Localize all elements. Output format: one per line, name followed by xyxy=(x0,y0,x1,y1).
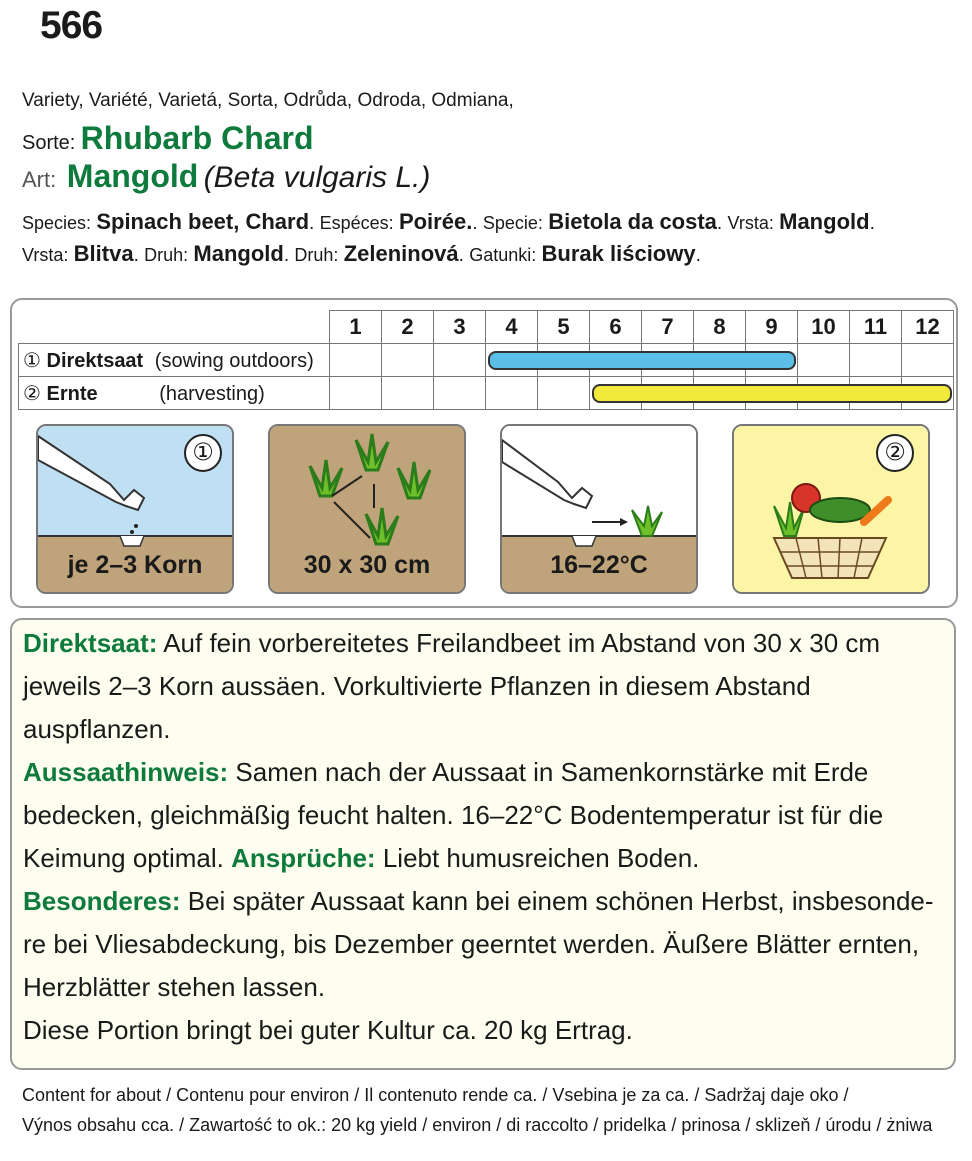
step-marker: ① xyxy=(23,349,41,372)
species-line-2: Vrsta: Blitva. Druh: Mangold. Druh: Zeleninová. Gatunki: Burak liściowy. xyxy=(22,241,701,266)
sorte-label: Sorte: xyxy=(22,132,76,154)
species-label: Vrsta: xyxy=(727,213,774,233)
month-header: 3 xyxy=(434,311,486,344)
product-code: 566 xyxy=(40,4,103,47)
instruction-line: re bei Vliesabdeckung, bis Dezember geerntet werden. Äußere Blätter ernten, xyxy=(23,929,920,959)
panel-harvest xyxy=(732,424,930,594)
panel-germination xyxy=(500,424,698,594)
row-name: Direktsaat xyxy=(46,349,144,372)
sowing-period-bar xyxy=(488,351,796,370)
species-value: Mangold xyxy=(779,209,870,234)
harvest-period-bar xyxy=(592,384,952,403)
instruction-line: Herzblätter stehen lassen. xyxy=(23,972,326,1002)
species-label: Gatunki: xyxy=(469,245,537,265)
month-header: 1 xyxy=(330,311,382,344)
calendar-row-label xyxy=(19,377,330,410)
month-header: 9 xyxy=(746,311,798,344)
section-label-besonderes: Besonderes: xyxy=(23,886,181,916)
instruction-line: jeweils 2–3 Korn aussäen. Vorkultivierte Pflanzen in diesem Abstand xyxy=(23,671,811,701)
art-line xyxy=(22,158,430,195)
month-header: 4 xyxy=(486,311,538,344)
species-value: Spinach beet, Chard xyxy=(96,209,310,234)
variety-name: Rhubarb Chard xyxy=(80,120,314,156)
instruction-line: Besonderes: Bei später Aussaat kann bei einem schönen Herbst, insbesonde- xyxy=(23,886,934,916)
scientific-name: (Beta vulgaris L.) xyxy=(203,161,431,194)
section-label-ansprueche: Ansprüche: xyxy=(231,843,376,873)
art-name: Mangold xyxy=(66,158,199,194)
step-marker: ② xyxy=(23,382,41,405)
species-label: Species: xyxy=(22,213,92,233)
panel-caption: 30 x 30 cm xyxy=(303,551,431,579)
yield-line: Diese Portion bringt bei guter Kultur ca. 20 kg Ertrag. xyxy=(23,1015,633,1045)
art-label: Art: xyxy=(22,167,57,192)
row-name: Ernte xyxy=(46,382,98,405)
month-header: 11 xyxy=(850,311,902,344)
sorte-line xyxy=(22,120,314,157)
section-label-direktsaat: Direktsaat: xyxy=(23,628,158,658)
instruction-line: auspflanzen. xyxy=(23,714,171,744)
month-header: 6 xyxy=(590,311,642,344)
month-header: 8 xyxy=(694,311,746,344)
month-header: 5 xyxy=(538,311,590,344)
row-note: (harvesting) xyxy=(159,382,265,405)
species-label: Vrsta: xyxy=(22,245,69,265)
instruction-line: Keimung optimal. Ansprüche: Liebt humusreichen Boden. xyxy=(23,843,700,873)
species-value: Blitva xyxy=(73,241,134,266)
species-value: Bietola da costa xyxy=(548,209,717,234)
step-number: ② xyxy=(876,434,914,472)
species-label: Druh: xyxy=(294,245,339,265)
month-header: 7 xyxy=(642,311,694,344)
species-value: Burak liściowy xyxy=(541,241,696,266)
section-label-aussaat: Aussaathinweis: xyxy=(23,757,229,787)
panel-caption: 16–22°C xyxy=(550,551,648,579)
instruction-line: Aussaathinweis: Samen nach der Aussaat in Samenkornstärke mit Erde xyxy=(23,757,869,787)
species-label: Specie: xyxy=(482,213,543,233)
species-label: Druh: xyxy=(144,245,189,265)
species-value: Mangold xyxy=(193,241,284,266)
month-header: 2 xyxy=(382,311,434,344)
content-footer-line-2: Výnos obsahu cca. / Zawartość to ok.: 20 kg yield / environ / di raccolto / pridelka / prinosa / sklizeň / úrodu / żniwa xyxy=(22,1115,933,1135)
calendar-row-label xyxy=(19,344,330,377)
instruction-line: Direktsaat: Auf fein vorbereitetes Freilandbeet im Abstand von 30 x 30 cm xyxy=(23,628,881,658)
panel-spacing xyxy=(268,424,466,594)
instruction-line: bedecken, gleichmäßig feucht halten. 16–22°C Bodentemperatur ist für die xyxy=(23,800,884,830)
species-line-1: Species: Spinach beet, Chard. Espéces: Poirée.. Specie: Bietola da costa. Vrsta: Mangold. xyxy=(22,209,875,234)
panel-sowing xyxy=(36,424,234,594)
step-number: ① xyxy=(184,434,222,472)
species-value: Poirée. xyxy=(398,209,473,234)
species-label: Espéces: xyxy=(319,213,394,233)
panel-caption: je 2–3 Korn xyxy=(67,551,203,579)
variety-line: Variety, Variété, Varietá, Sorta, Odrůda, Odroda, Odmiana, xyxy=(22,90,514,111)
species-value: Zeleninová xyxy=(343,241,459,266)
row-note: (sowing outdoors) xyxy=(154,349,314,372)
month-header: 12 xyxy=(902,311,954,344)
content-footer-line-1: Content for about / Contenu pour environ / Il contenuto rende ca. / Vsebina je za ca. / Sadržaj daje oko / xyxy=(22,1085,849,1105)
month-header: 10 xyxy=(798,311,850,344)
